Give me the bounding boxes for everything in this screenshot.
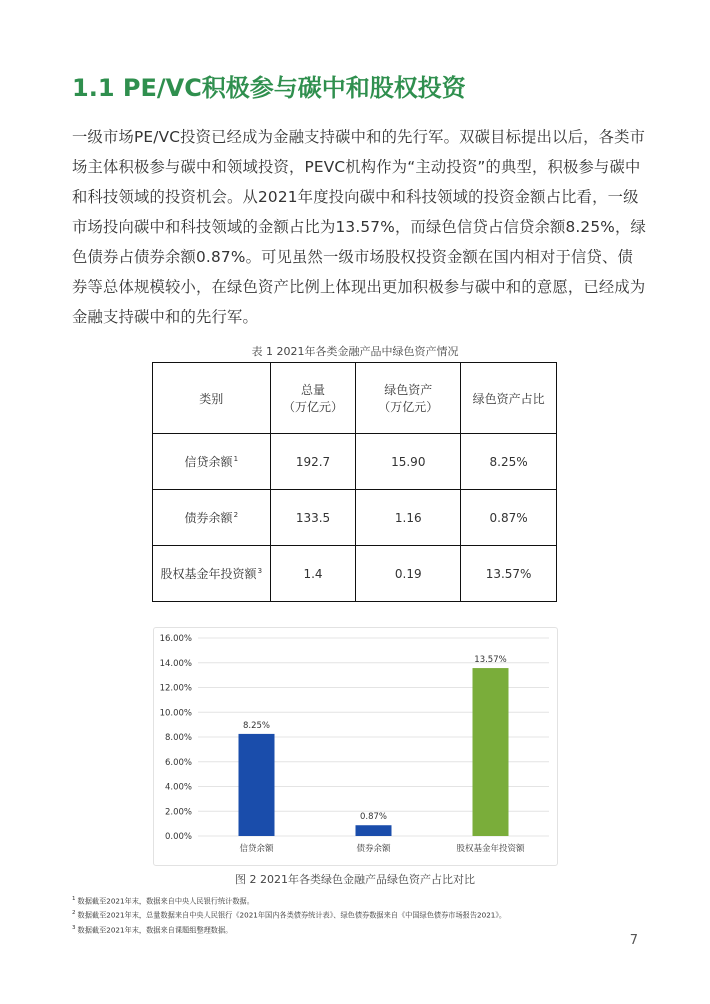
y-tick-label: 14.00% <box>159 658 192 669</box>
section-title: 1.1 PE/VC积极参与碳中和股权投资 <box>72 74 466 102</box>
y-tick-label: 0.00% <box>164 832 192 842</box>
table-row <box>153 434 557 490</box>
header-green-line1: 绿色资产 <box>384 383 433 397</box>
footnote-text: 数据截至2021年末，数据来自中央人民银行统计数据。 <box>77 896 254 906</box>
footnote-ref: 1 <box>233 455 239 463</box>
body-paragraph: 一级市场PE/VC投资已经成为金融支持碳中和的先行军。双碳目标提出以后，各类市场主体积极参与碳中和领域投资，PEVC机构作为“主动投资”的典型，积极参与碳中和科技领域的投资机会。从2021年度投向碳中和科技领域的投资金额占比看，一级市场投向碳中和科技领域的金额占比为13.57%，而绿色信贷占信贷余额8.25%，绿色债券占债券余额0.87%。可见虽然一级市场股权投资金额在国内相对于信贷、债券等总体规模较小，在绿色资产比例上体现出更加积极参与碳中和的意愿，已经成为金融支持碳中和的先行军。 <box>72 128 647 326</box>
page-number: 7 <box>629 933 638 948</box>
header-category <box>153 363 271 434</box>
cell-ratio: 13.57% <box>461 546 557 602</box>
table-caption: 表 1 2021年各类金融产品中绿色资产情况 <box>251 345 459 358</box>
footnotes <box>72 893 672 936</box>
green-assets-table <box>152 362 557 602</box>
y-tick-label: 10.00% <box>159 708 192 719</box>
bar <box>473 668 509 836</box>
category-label: 股权基金年投资额 <box>160 567 257 581</box>
header-total-line1: 总量 <box>300 383 325 397</box>
data-label: 0.87% <box>359 812 388 823</box>
y-tick-label: 6.00% <box>164 757 192 768</box>
footnote-number: 3 <box>72 924 76 931</box>
header-category-line1: 类别 <box>199 391 224 406</box>
cell-green: 0.19 <box>356 546 461 602</box>
bar <box>239 734 275 836</box>
table-row <box>153 546 557 602</box>
footnote-1 <box>72 893 672 907</box>
y-tick-label: 8.00% <box>164 733 192 743</box>
footnote-2 <box>72 907 672 921</box>
header-ratio-line1: 绿色资产占比 <box>472 391 545 406</box>
cell-total: 133.5 <box>270 490 356 546</box>
cell-green: 15.90 <box>356 434 461 490</box>
footnote-text: 数据截至2021年末，总量数据来自中央人民银行《2021年国内各类债券统计表》、绿色债券数据来自《中国绿色债券市场报告2021》。 <box>77 910 507 920</box>
cell-green: 1.16 <box>356 490 461 546</box>
table-row <box>153 490 557 546</box>
bar-chart <box>154 628 557 865</box>
data-label: 8.25% <box>242 720 271 731</box>
cell-ratio: 8.25% <box>461 434 557 490</box>
header-green <box>356 363 461 434</box>
table-header-row <box>153 363 557 434</box>
x-category-label: 债券余额 <box>356 844 391 854</box>
header-green-line2: （万亿元） <box>378 400 439 414</box>
chart-caption: 图 2 2021年各类绿色金融产品绿色资产占比对比 <box>235 873 475 886</box>
cell-total: 1.4 <box>270 546 356 602</box>
footnote-ref: 2 <box>233 511 239 519</box>
y-tick-label: 12.00% <box>159 683 192 694</box>
category-label: 债券余额 <box>184 511 233 525</box>
header-total <box>270 363 356 434</box>
bar <box>356 825 392 836</box>
cell-total: 192.7 <box>270 434 356 490</box>
y-tick-label: 16.00% <box>159 634 192 644</box>
footnote-ref: 3 <box>257 567 263 575</box>
header-total-line2: （万亿元） <box>282 400 343 414</box>
x-category-label: 信贷余额 <box>239 844 274 854</box>
cell-category <box>153 546 271 602</box>
y-tick-label: 4.00% <box>164 782 192 793</box>
y-tick-label: 2.00% <box>164 807 192 818</box>
cell-ratio: 0.87% <box>461 490 557 546</box>
header-ratio <box>461 363 557 434</box>
bar-chart-container <box>153 627 558 866</box>
footnote-number: 2 <box>72 910 76 917</box>
x-category-label: 股权基金年投资额 <box>456 844 525 854</box>
cell-category <box>153 490 271 546</box>
cell-category <box>153 434 271 490</box>
category-label: 信贷余额 <box>184 455 233 469</box>
footnote-3 <box>72 922 672 936</box>
footnote-text: 数据截至2021年末，数据来自课题组整理数据。 <box>77 925 233 935</box>
data-label: 13.57% <box>474 655 507 666</box>
footnote-number: 1 <box>72 896 76 902</box>
